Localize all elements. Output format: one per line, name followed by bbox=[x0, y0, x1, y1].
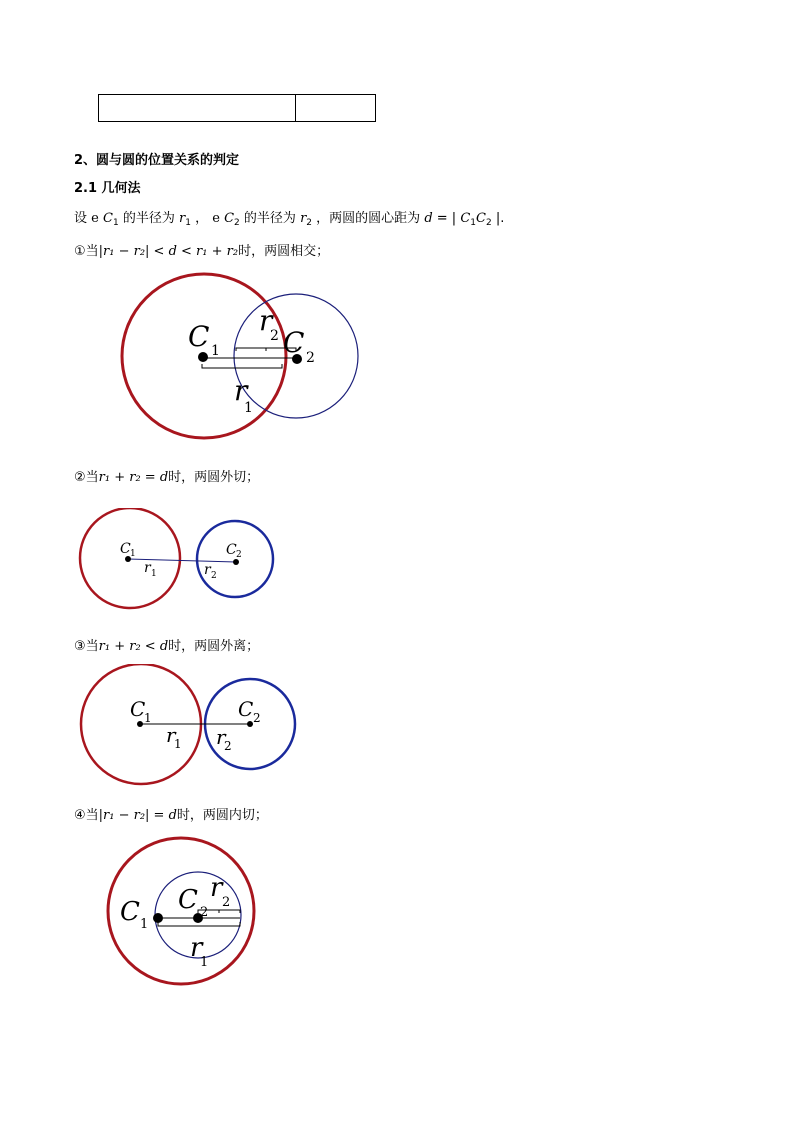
r2-subscript-label: 2 bbox=[211, 571, 217, 581]
case-1-suffix: 时，两圆相交； bbox=[238, 244, 330, 259]
subsection-heading: 2.1 几何法 bbox=[74, 181, 141, 196]
c2-symbol: C bbox=[224, 211, 235, 226]
intro-eq: = | bbox=[432, 211, 461, 226]
r2-subscript: 2 bbox=[306, 218, 313, 228]
r1-label: r bbox=[166, 723, 176, 747]
intro-pre: 设 bbox=[74, 211, 88, 226]
intro-text-1: 的半径为 bbox=[122, 211, 175, 226]
c2-label: C bbox=[283, 326, 305, 359]
section-heading: 2、圆与圆的位置关系的判定 bbox=[74, 153, 240, 168]
c1-symbol: C bbox=[460, 211, 471, 226]
case-2-line bbox=[74, 469, 259, 487]
c2-label: C bbox=[238, 697, 254, 721]
c1-label: C bbox=[120, 541, 131, 557]
r1-symbol: r bbox=[178, 211, 186, 226]
r1-subscript-label: 1 bbox=[174, 737, 182, 751]
c1-dot bbox=[153, 913, 163, 923]
case-4-suffix: 时，两圆内切； bbox=[176, 808, 268, 823]
r2-symbol: r bbox=[300, 211, 307, 226]
c2-subscript: 2 bbox=[485, 218, 492, 228]
r2-label: r bbox=[210, 873, 223, 903]
external-tangent-figure bbox=[74, 508, 280, 610]
r1-subscript: 1 bbox=[185, 218, 191, 228]
internal-tangent-figure bbox=[74, 834, 296, 988]
case-1-condition: |r₁ − r₂| < d < r₁ + r₂ bbox=[98, 244, 239, 259]
c1-subscript-label: 1 bbox=[130, 549, 136, 559]
c2-subscript-label: 2 bbox=[306, 350, 315, 366]
case-3-line bbox=[74, 638, 259, 656]
r2-subscript-label: 2 bbox=[270, 328, 279, 344]
c1-label: C bbox=[188, 320, 210, 353]
c2-subscript-label: 2 bbox=[236, 550, 242, 560]
intro-end: |. bbox=[491, 211, 505, 226]
external-separate-figure bbox=[78, 664, 300, 788]
r2-label: r bbox=[204, 562, 211, 578]
c2-symbol: C bbox=[476, 211, 486, 226]
c1-subscript-label: 1 bbox=[211, 343, 220, 359]
c1-subscript: 1 bbox=[112, 218, 119, 228]
case-2-suffix: 时，两圆外切； bbox=[168, 470, 260, 485]
c2-subscript: 2 bbox=[234, 218, 240, 228]
small-circle bbox=[197, 521, 273, 597]
c1-symbol: C bbox=[103, 211, 113, 226]
c2-subscript-label: 2 bbox=[253, 711, 261, 725]
c2-subscript-label: 2 bbox=[200, 905, 209, 920]
intro-text-3: 的半径为 bbox=[243, 211, 296, 226]
c1-subscript-label: 1 bbox=[140, 917, 149, 932]
case-2-condition: r₁ + r₂ = d bbox=[98, 470, 169, 485]
c1-label: C bbox=[120, 897, 140, 927]
d-symbol: d bbox=[424, 211, 433, 226]
case-3-suffix: 时，两圆外离； bbox=[168, 639, 260, 654]
r2-label: r bbox=[216, 725, 226, 749]
c2-label: C bbox=[226, 542, 237, 558]
table-divider bbox=[295, 95, 296, 121]
case-1-marker: ①当 bbox=[74, 244, 99, 259]
case-1-line bbox=[74, 243, 329, 261]
c1-dot bbox=[137, 721, 143, 727]
r1-subscript-label: 1 bbox=[151, 569, 157, 579]
r1-label: r bbox=[190, 933, 203, 963]
r2-subscript-label: 2 bbox=[222, 895, 231, 910]
c1-label: C bbox=[130, 697, 146, 721]
c2-label: C bbox=[178, 885, 198, 915]
r1-label: r bbox=[144, 560, 151, 576]
r1-subscript-label: 1 bbox=[200, 955, 209, 970]
r2-subscript-label: 2 bbox=[224, 739, 232, 753]
intro-text-4: ，两圆的圆心距为 bbox=[316, 211, 421, 226]
circle-symbol: e bbox=[212, 211, 220, 226]
case-3-condition: r₁ + r₂ < d bbox=[98, 639, 169, 654]
case-2-marker: ②当 bbox=[74, 470, 99, 485]
r2-label: r bbox=[259, 304, 273, 337]
r1-subscript-label: 1 bbox=[244, 400, 253, 416]
intro-text-2: ， bbox=[195, 211, 209, 226]
c1-dot bbox=[198, 352, 208, 362]
intersecting-circles-figure bbox=[110, 268, 370, 444]
r1-brace bbox=[202, 364, 282, 368]
c1-subscript: 1 bbox=[470, 218, 476, 228]
table-fragment bbox=[98, 94, 376, 122]
intro-sentence bbox=[74, 210, 504, 232]
case-4-condition: |r₁ − r₂| = d bbox=[98, 808, 177, 823]
circle-symbol: e bbox=[91, 211, 99, 226]
case-3-marker: ③当 bbox=[74, 639, 99, 654]
r1-label: r bbox=[234, 374, 248, 407]
case-4-marker: ④当 bbox=[74, 808, 99, 823]
c1-subscript-label: 1 bbox=[144, 711, 152, 725]
case-4-line bbox=[74, 807, 268, 825]
